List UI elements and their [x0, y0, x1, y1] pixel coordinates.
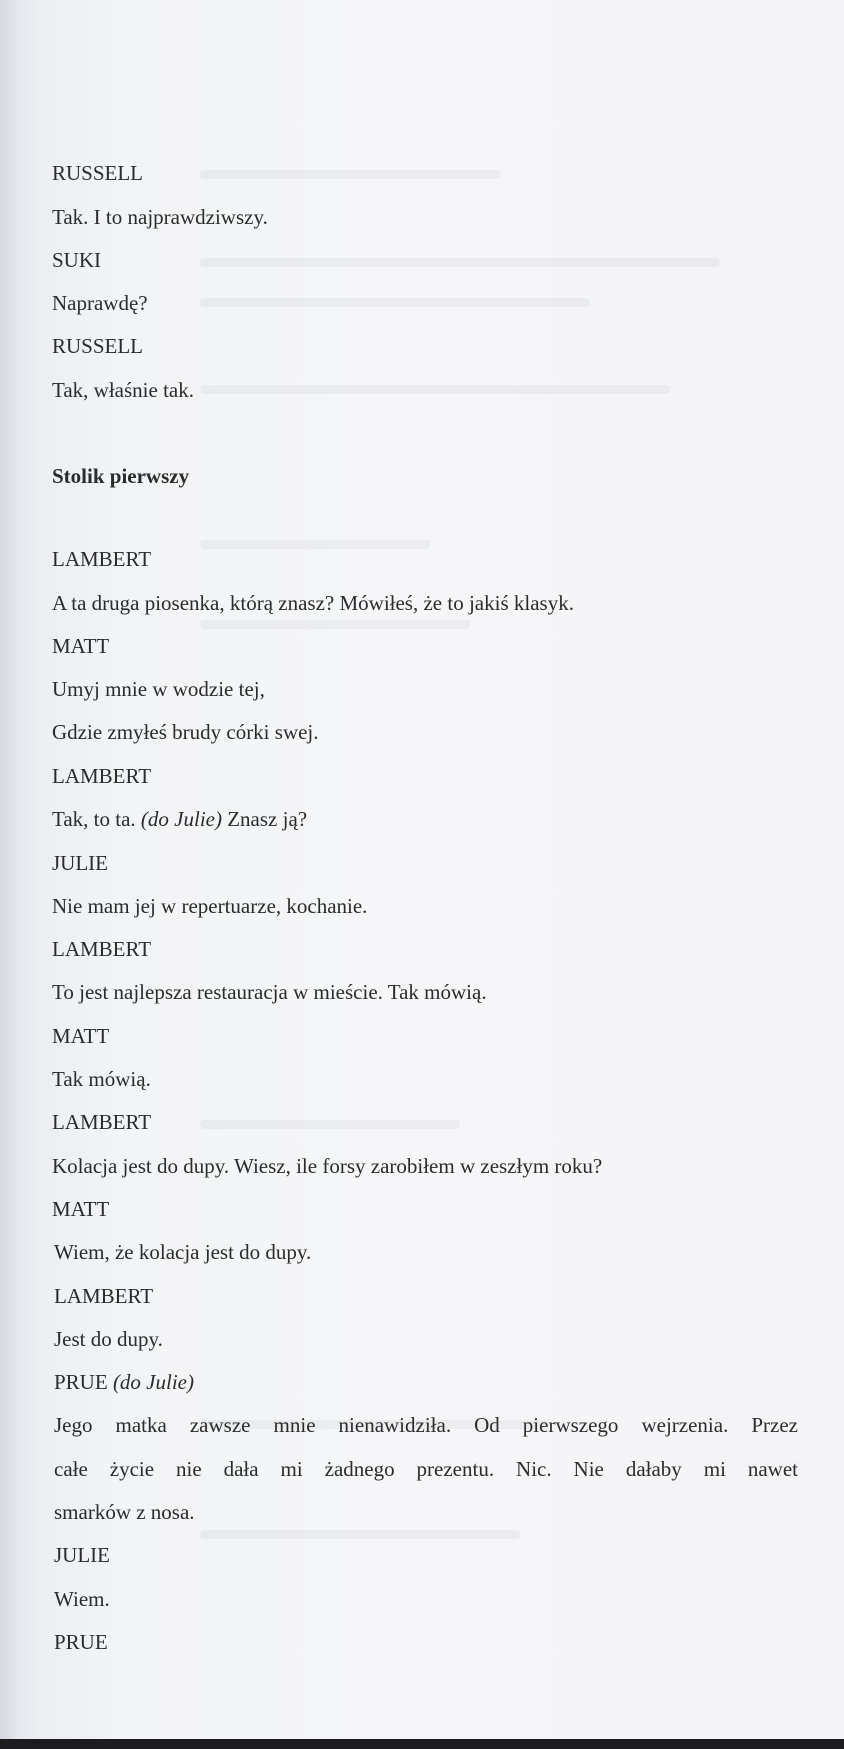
dialogue-line: całe życie nie dała mi żadnego prezentu. Nic. Nie dałaby mi nawet	[54, 1457, 798, 1481]
dialogue-line: Naprawdę?	[52, 291, 148, 315]
speaker-name: LAMBERT	[54, 1284, 154, 1308]
speaker-name: JULIE	[54, 1543, 110, 1567]
speaker-name: MATT	[52, 1024, 110, 1048]
dialogue-line: To jest najlepsza restauracja w mieście. Tak mówią.	[52, 980, 487, 1004]
dialogue-line: Tak mówią.	[52, 1067, 151, 1091]
speaker-name: LAMBERT	[52, 547, 152, 571]
dialogue-line: Wiem, że kolacja jest do dupy.	[54, 1240, 312, 1264]
dialogue-line: Jego matka zawsze mnie nienawidziła. Od pierwszego wejrzenia. Przez	[54, 1413, 798, 1437]
dialogue-line: Wiem.	[54, 1587, 110, 1611]
speaker-name: LAMBERT	[52, 937, 152, 961]
dialogue-line: Gdzie zmyłeś brudy córki swej.	[52, 720, 319, 744]
stage-direction: (do Julie)	[140, 807, 222, 831]
dialogue-line	[52, 805, 307, 833]
dialogue-line: Kolacja jest do dupy. Wiesz, ile forsy zarobiłem w zeszłym roku?	[52, 1154, 603, 1178]
stage-direction: (do Julie)	[112, 1370, 194, 1394]
dialogue-line: Nie mam jej w repertuarze, kochanie.	[52, 894, 368, 918]
dialogue-text: Tak, to ta.	[52, 807, 136, 831]
speaker-name: RUSSELL	[52, 334, 144, 358]
speaker-name: PRUE	[54, 1630, 108, 1654]
speaker-name: LAMBERT	[52, 764, 152, 788]
speaker-name: SUKI	[52, 248, 102, 272]
scan-bottom-edge	[0, 1739, 844, 1749]
speaker-name: RUSSELL	[52, 161, 144, 185]
speaker-name: MATT	[52, 634, 110, 658]
speaker-label: PRUE	[54, 1370, 108, 1394]
dialogue-line: Tak, właśnie tak.	[52, 378, 194, 402]
dialogue-line: Tak. I to najprawdziwszy.	[52, 205, 268, 229]
speaker-name: MATT	[52, 1197, 110, 1221]
dialogue-line: Jest do dupy.	[54, 1327, 163, 1351]
dialogue-line: smarków z nosa.	[54, 1500, 195, 1524]
speaker-name: JULIE	[52, 851, 108, 875]
binding-shadow	[0, 0, 18, 1749]
dialogue-line: A ta druga piosenka, którą znasz? Mówiłeś, że to jakiś klasyk.	[52, 591, 574, 615]
dialogue-line: Umyj mnie w wodzie tej,	[52, 677, 265, 701]
speaker-name	[54, 1368, 194, 1396]
scene-heading: Stolik pierwszy	[52, 464, 190, 488]
dialogue-text: Znasz ją?	[227, 807, 308, 831]
speaker-name: LAMBERT	[52, 1110, 152, 1134]
